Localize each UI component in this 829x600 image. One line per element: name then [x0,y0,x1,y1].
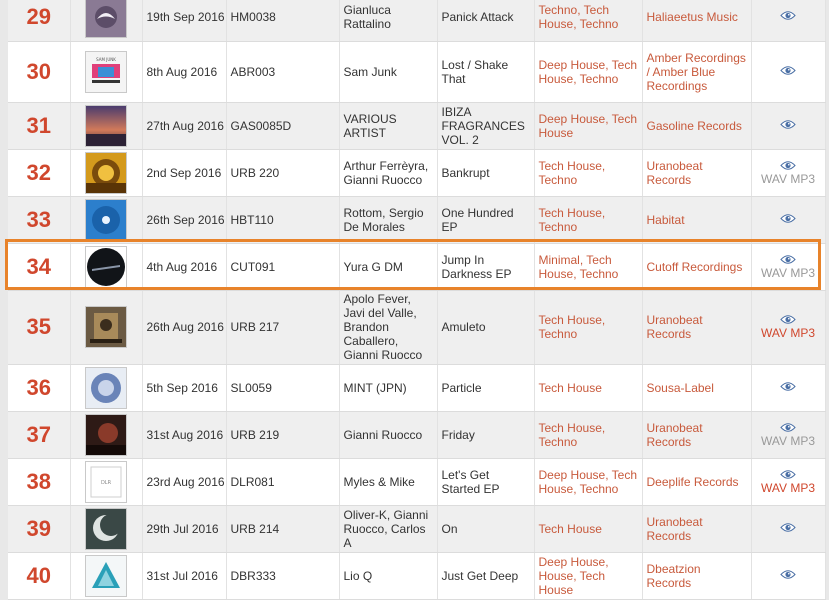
genre-links[interactable]: Deep House, Tech House, Techno [538,467,638,496]
chart-position-cell [8,505,70,552]
cover-art-image[interactable] [86,200,126,240]
catalog-number: DLR081 [230,474,275,489]
cover-art-cell [70,411,142,458]
genre-links-cell [534,290,642,364]
label-link-cell [642,196,751,243]
chart-position: 40 [26,562,51,588]
release-date-cell [142,458,226,505]
table-row[interactable] [8,243,825,290]
artist-name-cell [339,0,437,41]
release-title: On [441,521,458,536]
chart-position-cell [8,149,70,196]
label-link-cell [642,411,751,458]
genre-links[interactable]: Tech House, Techno [538,420,606,449]
table-row[interactable] [8,196,825,243]
cover-art-image[interactable] [86,247,126,287]
release-date: 26th Sep 2016 [146,212,225,227]
table-row[interactable] [8,458,825,505]
cover-art-cell [70,505,142,552]
catalog-number: ABR003 [230,64,276,79]
eye-icon[interactable] [780,160,796,171]
artist-name: Lio Q [343,568,373,583]
svg-text:DLR: DLR [100,479,112,486]
table-row[interactable] [8,505,825,552]
label-link[interactable]: Uranobeat Records [646,420,703,449]
cover-art-image[interactable] [86,106,126,146]
label-link-cell [642,41,751,102]
catalog-number-cell [226,0,339,41]
artist-name-cell [339,411,437,458]
cover-art-image[interactable] [86,153,126,193]
catalog-number: DBR333 [230,568,276,583]
chart-position-cell [8,458,70,505]
label-link[interactable]: Habitat [646,212,685,227]
genre-links-cell [534,411,642,458]
table-row[interactable] [8,364,825,411]
label-link-cell [642,102,751,149]
label-link[interactable]: Deeplife Records [646,474,739,489]
genre-links[interactable]: Tech House, Techno [538,158,606,187]
release-title-cell [437,505,534,552]
label-link-cell [642,290,751,364]
catalog-number-cell [226,243,339,290]
release-date: 5th Sep 2016 [146,380,218,395]
release-date-cell [142,41,226,102]
actions-cell-cell [751,364,825,411]
cover-art-image[interactable] [86,52,126,92]
artist-name: Myles & Mike [343,474,415,489]
artist-name-cell [339,149,437,196]
release-date: 31st Jul 2016 [146,568,218,583]
release-title: Jump In Darkness EP [441,252,512,281]
artist-name-cell [339,290,437,364]
genre-links-cell [534,102,642,149]
release-date: 4th Aug 2016 [146,259,218,274]
label-link-cell [642,243,751,290]
table-row[interactable] [8,149,825,196]
artist-name: VARIOUS ARTIST [343,111,397,140]
cover-art-cell [70,290,142,364]
label-link[interactable]: Uranobeat Records [646,158,703,187]
artist-name: Oliver-K, Gianni Ruocco, Carlos A [343,507,429,550]
release-title: Particle [441,380,482,395]
chart-position: 36 [26,374,51,400]
label-link[interactable]: Haliaeetus Music [646,9,738,24]
catalog-number: GAS0085D [230,118,292,133]
release-title-cell [437,196,534,243]
release-date-cell [142,364,226,411]
eye-icon[interactable] [780,213,796,224]
label-link[interactable]: Uranobeat Records [646,514,703,543]
actions-cell-cell [751,290,825,364]
catalog-number-cell [226,505,339,552]
genre-links-cell [534,243,642,290]
release-title-cell [437,149,534,196]
artist-name-cell [339,243,437,290]
label-link[interactable]: Sousa-Label [646,380,714,395]
genre-links[interactable]: Deep House, Tech House [538,111,638,140]
table-row[interactable] [8,102,825,149]
chart-position: 34 [26,253,51,279]
cover-art-image[interactable] [86,307,126,347]
label-link-cell [642,364,751,411]
chart-position: 37 [26,421,51,447]
chart-position: 39 [26,515,51,541]
chart-position: 29 [26,3,51,29]
catalog-number: HM0038 [230,9,276,24]
genre-links-cell [534,149,642,196]
catalog-number-cell [226,149,339,196]
actions-cell-cell [751,149,825,196]
actions-cell-cell [751,552,825,599]
actions-cell-cell [751,411,825,458]
artist-name: Yura G DM [343,259,403,274]
release-date: 19th Sep 2016 [146,9,225,24]
chart-position: 30 [26,58,51,84]
artist-name: Rottom, Sergio De Morales [343,205,424,234]
artist-name-cell [339,41,437,102]
release-title: One Hundred EP [441,205,514,234]
genre-links-cell [534,552,642,599]
release-title-cell [437,0,534,41]
actions-cell-cell [751,458,825,505]
label-link[interactable]: Cutoff Recordings [646,259,743,274]
cover-art-cell [70,243,142,290]
artist-name: Apolo Fever, Javi del Valle, Brandon Caballero, Gianni Ruocco [343,292,423,362]
catalog-number-cell [226,41,339,102]
release-title: Lost / Shake That [441,57,509,86]
chart-position-cell [8,290,70,364]
actions-cell-cell [751,505,825,552]
label-link-cell [642,0,751,41]
release-date-cell [142,411,226,458]
artist-name: MINT (JPN) [343,380,407,395]
cover-art-cell [70,196,142,243]
release-title: Let's Get Started EP [441,467,500,496]
cover-art-cell [70,41,142,102]
label-link[interactable]: Gasoline Records [646,118,742,133]
genre-links-cell [534,196,642,243]
cover-art-image[interactable] [86,556,126,596]
catalog-number-cell [226,458,339,505]
chart-position: 35 [26,314,51,339]
artist-name: Sam Junk [343,64,397,79]
label-link-cell [642,149,751,196]
genre-links[interactable]: Tech House [538,521,602,536]
release-title-cell [437,290,534,364]
release-title: Amuleto [441,320,486,334]
genre-links[interactable]: Deep House, Tech House, Techno [538,57,638,86]
chart-position-cell [8,243,70,290]
actions-cell-cell [751,102,825,149]
cover-art-image[interactable] [86,509,126,549]
label-link-cell [642,505,751,552]
artist-name: Gianluca Rattalino [343,2,391,31]
cover-art-cell [70,149,142,196]
table-row[interactable] [8,0,825,41]
actions-cell-cell [751,41,825,102]
release-date-cell [142,149,226,196]
genre-links-cell [534,41,642,102]
release-title: Just Get Deep [441,568,519,583]
genre-links-cell [534,505,642,552]
genre-links[interactable]: Techno, Tech House, Techno [538,2,619,31]
genre-links[interactable]: Deep House, House, Tech House [538,554,609,597]
release-title-cell [437,364,534,411]
release-date-cell [142,196,226,243]
cover-art-image[interactable] [86,0,126,37]
release-title-cell [437,102,534,149]
label-link[interactable]: Dbeatzion Records [646,561,701,590]
release-title-cell [437,411,534,458]
download-formats[interactable]: WAV MP3 [760,433,815,448]
download-formats[interactable]: WAV MP3 [760,326,815,340]
release-title-cell [437,552,534,599]
cover-art-cell [70,0,142,41]
release-date: 23rd Aug 2016 [146,474,225,489]
artist-name-cell [339,552,437,599]
catalog-number-cell [226,290,339,364]
svg-text:SAM JUNK: SAM JUNK [96,56,116,62]
chart-position: 33 [26,206,51,232]
eye-icon[interactable] [780,314,796,325]
eye-icon[interactable] [780,522,796,533]
genre-links[interactable]: Tech House, Techno [538,205,606,234]
catalog-number: URB 220 [230,165,280,180]
release-date: 2nd Sep 2016 [146,165,222,180]
chart-position-cell [8,411,70,458]
artist-name-cell [339,458,437,505]
download-formats[interactable]: WAV MP3 [760,480,815,495]
release-title: Bankrupt [441,165,490,180]
release-title-cell [437,458,534,505]
chart-position-cell [8,552,70,599]
chart-position-cell [8,196,70,243]
artist-name-cell [339,505,437,552]
release-title: Friday [441,427,475,442]
genre-links-cell [534,364,642,411]
cover-art-image[interactable] [86,368,126,408]
eye-icon[interactable] [780,119,796,130]
label-link[interactable]: Uranobeat Records [646,313,703,341]
eye-icon[interactable] [780,254,796,265]
chart-table [8,0,826,600]
release-date-cell [142,290,226,364]
catalog-number: CUT091 [230,259,276,274]
table-row[interactable] [8,552,825,599]
release-date: 29th Jul 2016 [146,521,219,536]
release-date: 31st Aug 2016 [146,427,224,442]
chart-position-cell [8,102,70,149]
release-date: 26th Aug 2016 [146,320,224,334]
chart-position-cell [8,41,70,102]
actions-cell-cell [751,196,825,243]
eye-icon[interactable] [780,569,796,580]
genre-links[interactable]: Minimal, Tech House, Techno [538,252,619,281]
genre-links-cell [534,458,642,505]
release-date: 27th Aug 2016 [146,118,224,133]
release-date-cell [142,0,226,41]
artist-name: Arthur Ferrèyra, Gianni Ruocco [343,158,429,187]
cover-art-cell [70,552,142,599]
label-link[interactable]: Amber Recordings / Amber Blue Recordings [646,50,746,93]
chart-position: 32 [26,159,51,185]
release-date-cell [142,552,226,599]
actions-cell-cell [751,0,825,41]
table-row[interactable] [8,290,825,364]
catalog-number: URB 217 [230,320,280,334]
chart-position: 31 [26,112,51,138]
label-link-cell [642,458,751,505]
download-formats[interactable]: WAV MP3 [760,265,815,280]
genre-links[interactable]: Tech House [538,380,602,395]
release-date-cell [142,505,226,552]
eye-icon[interactable] [780,381,796,392]
cover-art-cell [70,458,142,505]
catalog-number-cell [226,552,339,599]
genre-links-cell [534,0,642,41]
chart-position-cell [8,364,70,411]
eye-icon[interactable] [780,469,796,480]
catalog-number: HBT110 [230,212,274,227]
catalog-number-cell [226,364,339,411]
cover-art-image[interactable] [86,415,126,455]
label-link-cell [642,552,751,599]
catalog-number: URB 219 [230,427,280,442]
download-formats[interactable]: WAV MP3 [760,171,815,186]
cover-art-cell [70,102,142,149]
catalog-number-cell [226,196,339,243]
release-date-cell [142,102,226,149]
artist-name-cell [339,196,437,243]
artist-name-cell [339,364,437,411]
eye-icon[interactable] [780,65,796,76]
release-date-cell [142,243,226,290]
artist-name-cell [339,102,437,149]
eye-icon[interactable] [780,422,796,433]
catalog-number: URB 214 [230,521,280,536]
catalog-number: SL0059 [230,380,272,395]
release-title-cell [437,243,534,290]
cover-art-cell [70,364,142,411]
release-date: 8th Aug 2016 [146,64,218,79]
table-row[interactable] [8,411,825,458]
chart-position-cell [8,0,70,41]
artist-name: Gianni Ruocco [343,427,423,442]
chart-position: 38 [26,468,51,494]
catalog-number-cell [226,411,339,458]
release-title: Panick Attack [441,9,514,24]
cover-art-image[interactable] [86,462,126,502]
table-row[interactable] [8,41,825,102]
release-title: IBIZA FRAGRANCES VOL. 2 [441,104,525,147]
actions-cell-cell [751,243,825,290]
catalog-number-cell [226,102,339,149]
genre-links[interactable]: Tech House, Techno [538,313,606,341]
release-title-cell [437,41,534,102]
eye-icon[interactable] [780,10,796,21]
